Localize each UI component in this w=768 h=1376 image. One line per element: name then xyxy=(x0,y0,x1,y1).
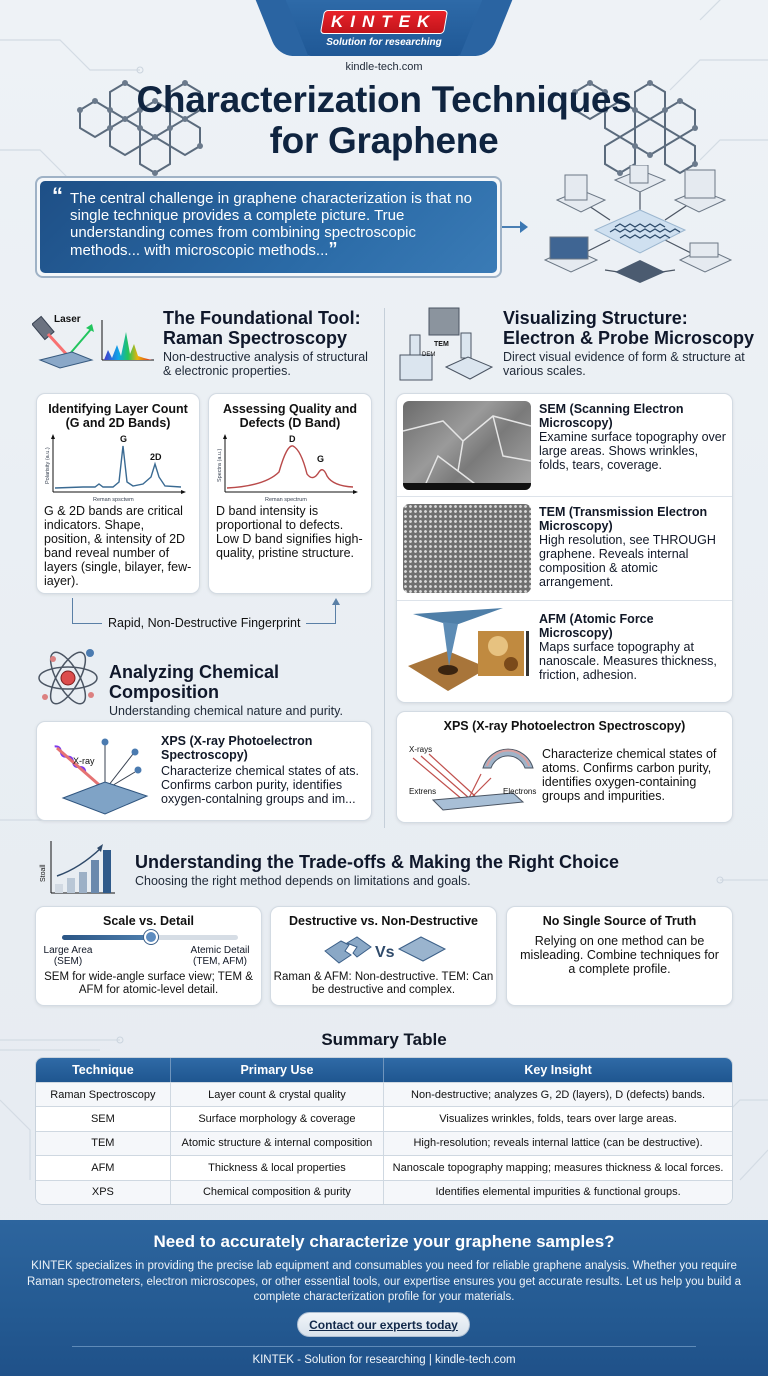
summary-table-title: Summary Table xyxy=(321,1030,447,1049)
svg-text:G: G xyxy=(317,454,325,464)
table-row: Raman Spectroscopy Layer count & crystal quality Non-destructive; analyzes G, 2D (layers), D (defects) bands. xyxy=(36,1082,732,1106)
table-row: AFM Thickness & local properties Nanoscale topography mapping; measures thickness & local forces. xyxy=(36,1155,732,1179)
svg-text:Spectra (a.u.): Spectra (a.u.) xyxy=(217,448,223,482)
xps-card-right: XPS (X-ray Photoelectron Spectroscopy) X-rays Extrens Electrons Characterize chemical states of atoms. Confirms carbon purity, identifies oxygen-containing groups and impurities. xyxy=(396,711,733,823)
table-row: XPS Chemical composition & purity Identifies elemental impurities & functional groups. xyxy=(36,1180,732,1204)
arrow-up-icon xyxy=(332,598,340,605)
open-quote-icon: “ xyxy=(52,183,63,208)
microscopy-section-header: Visualizing Structure: Electron & Probe Microscopy Direct visual evidence of form & structure at various scales. xyxy=(503,308,755,378)
xps-xray-diagram-icon xyxy=(43,730,151,818)
svg-text:G: G xyxy=(120,434,128,444)
svg-text:X-ray: X-ray xyxy=(73,756,95,766)
summary-table xyxy=(35,1057,733,1205)
svg-text:X-rays: X-rays xyxy=(409,745,433,754)
column-divider xyxy=(384,308,385,828)
arrow-right-icon xyxy=(520,221,528,233)
afm-item: AFM (Atomic Force Microscopy) Maps surface topography at nanoscale. Measures thickness, friction, adhesion. xyxy=(403,606,726,696)
sem-item: SEM (Scanning Electron Microscopy) Examine surface topography over large areas. Shows wrinkles, folds, tears, coverage. xyxy=(403,401,726,490)
svg-text:D: D xyxy=(289,434,296,444)
microscope-icon xyxy=(396,305,496,385)
raman-layer-spectrum-chart xyxy=(43,432,193,504)
large-area-label: Large Area (SEM) xyxy=(43,945,93,967)
svg-text:2D: 2D xyxy=(150,452,162,462)
scale-detail-slider[interactable] xyxy=(62,935,238,940)
tem-item: TEM (Transmission Electron Microscopy) High resolution, see THROUGH graphene. Reveals internal composition & atomic arrangement. xyxy=(403,504,726,593)
atomic-detail-label: Atemic Detail (TEM, AFM) xyxy=(190,945,250,967)
chemical-section-header: Analyzing Chemical Composition Understanding chemical nature and purity. xyxy=(109,662,343,718)
slider-handle[interactable] xyxy=(144,930,158,944)
raman-section-header: The Foundational Tool: Raman Spectroscopy Non-destructive analysis of structural & electronic properties. xyxy=(163,308,368,378)
svg-text:Laser: Laser xyxy=(54,314,81,325)
svg-text:Stoall: Stoall xyxy=(40,864,47,882)
table-row: TEM Atomic structure & internal composition High-resolution; reveals internal lattice (can be destructive). xyxy=(36,1131,732,1155)
close-quote-icon: ” xyxy=(328,239,338,259)
site-url[interactable]: kindle-tech.com xyxy=(345,61,423,73)
column-header-technique: Technique xyxy=(36,1058,171,1082)
table-row: SEM Surface morphology & coverage Visualizes wrinkles, folds, tears over large areas. xyxy=(36,1106,732,1130)
broken-vs-intact-sample-icon xyxy=(323,935,447,965)
svg-text:Polarisity (a.u.): Polarisity (a.u.) xyxy=(45,447,51,484)
flow-connector-right xyxy=(306,604,336,624)
svg-text:Reman spsctwm: Reman spsctwm xyxy=(93,497,134,503)
layer-count-card: Identifying Layer Count (G and 2D Bands) G 2D Reman spsctwm Polarisity (a.u.) G & 2D bands are critical indicators. Shape, position, & intensity of 2D band reveal number of layers (single, bilayer, few-iayer). xyxy=(36,393,200,594)
raman-defect-spectrum-chart xyxy=(215,432,365,504)
footer-paragraph: KINTEK specializes in providing the precise lab equipment and consumables you need for reliable graphene analysis. Whether you require Raman spectrometers, electron microscopes, or other essential tools, our expertise ensures you get accurate results. Let us help you build a complete characterization profile for your materials. xyxy=(27,1260,741,1303)
svg-text:Reman spectrum: Reman spectrum xyxy=(265,497,307,503)
afm-image xyxy=(403,606,531,696)
destructive-card: Destructive vs. Non-Destructive Vs Raman & AFM: Non-destructive. TEM: Can be destructive and complex. xyxy=(270,906,497,1006)
raman-laser-spectrum-icon xyxy=(32,310,157,370)
svg-text:DEM: DEM xyxy=(422,352,436,358)
svg-text:TEM: TEM xyxy=(434,341,449,348)
svg-text:Vs: Vs xyxy=(375,944,395,961)
scale-vs-detail-card: Scale vs. Detail Large Area (SEM) Atemic Detail (TEM, AFM) SEM for wide-angle surface view; TEM & AFM for atomic-level detail. xyxy=(35,906,262,1006)
xps-detector-diagram-icon xyxy=(403,738,541,818)
kintek-logo[interactable]: KINTEK xyxy=(320,10,448,34)
svg-text:Extrens: Extrens xyxy=(409,787,437,796)
no-single-source-card: No Single Source of Truth Relying on one method can be misleading. Combine techniques for a complete profile. xyxy=(506,906,733,1006)
contact-experts-button[interactable]: Contact our experts today xyxy=(297,1312,470,1337)
bar-growth-chart-icon xyxy=(35,838,117,896)
lab-equipment-network-illustration xyxy=(535,165,745,285)
footer-brand-line: KINTEK - Solution for researching | kindle-tech.com xyxy=(252,1354,516,1366)
quote-text: The central challenge in graphene characterization is that no single technique provides a complete picture. True understanding comes from combining spectroscopic methods... with microscopic methods... xyxy=(70,190,472,259)
flow-connector-left xyxy=(72,598,102,624)
fingerprint-label: Rapid, Non-Destructive Fingerprint xyxy=(108,616,301,630)
xps-card-left: X-ray XPS (X-ray Photoelectron Spectroscopy) Characterize chemical states of ats. Confirms carbon purity, identifies oxygen-contalning groups and im... xyxy=(36,721,372,821)
microscopy-card xyxy=(396,393,733,703)
sem-image xyxy=(403,401,531,490)
footer-divider xyxy=(72,1346,696,1347)
tem-image xyxy=(403,504,531,593)
defects-card: Assessing Quality and Defects (D Band) D G Reman spectrum Spectra (a.u.) D band intensity is proportional to defects. Low D band signifies high-quality, pristine structure. xyxy=(208,393,372,594)
column-header-primary-use: Primary Use xyxy=(171,1058,384,1082)
page-title: Characterization Techniques for Graphene xyxy=(136,79,632,161)
svg-text:Electrons: Electrons xyxy=(503,787,537,796)
footer-question: Need to accurately characterize your graphene samples? xyxy=(153,1232,615,1251)
atom-icon xyxy=(35,645,101,711)
brand-tagline: Solution for researching xyxy=(326,37,442,48)
intro-quote xyxy=(35,176,502,278)
column-header-key-insight: Key Insight xyxy=(384,1058,732,1082)
tradeoffs-section-header: Understanding the Trade-offs & Making the Right Choice Choosing the right method depends on limitations and goals. xyxy=(135,852,620,888)
footer-cta xyxy=(0,1220,768,1376)
